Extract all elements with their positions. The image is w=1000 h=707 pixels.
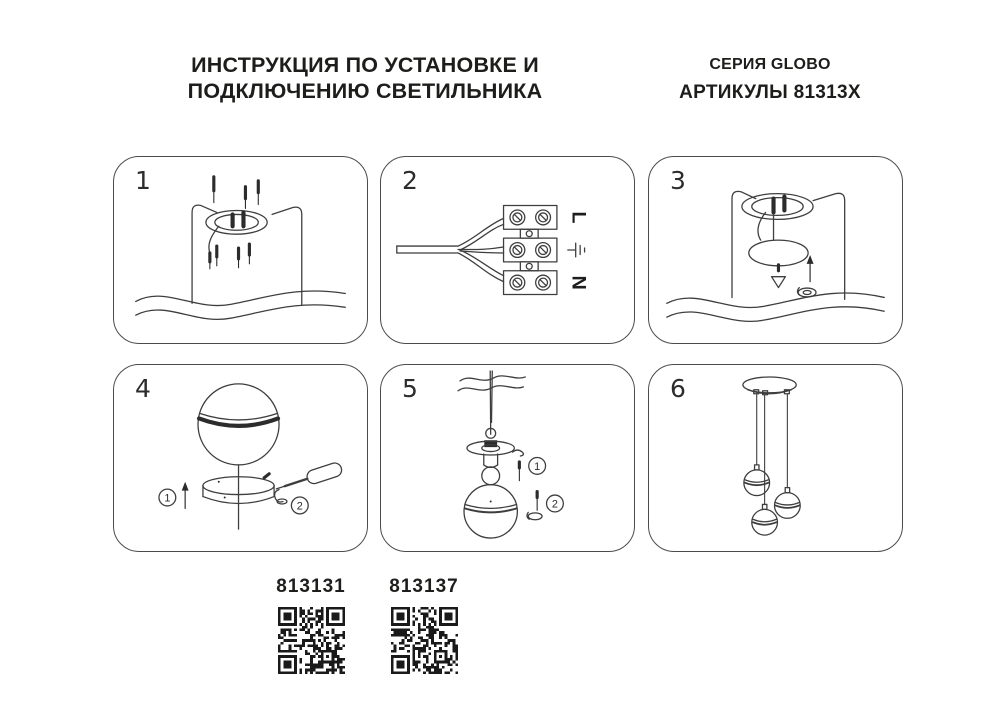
hanging-wire [758, 212, 774, 240]
qr-group-813137 [364, 576, 484, 679]
wire-labels [568, 211, 590, 289]
article-number-label: 813131 [276, 576, 346, 597]
panel-number: 6 [670, 374, 686, 403]
screwdriver-icon [274, 461, 343, 495]
arrow-down-icon [772, 277, 786, 288]
canopy-mount-drawing [649, 157, 902, 343]
step-panel-1 [113, 156, 368, 344]
brand-block [652, 56, 888, 104]
screw-icons [214, 177, 258, 268]
step-panel-6 [648, 364, 903, 552]
finished-fixture-drawing [649, 365, 902, 551]
step-panel-4 [113, 364, 368, 552]
articles-label: АРТИКУЛЫ 81313X [679, 82, 861, 103]
step-marker-1 [159, 489, 176, 506]
globe-assembly-drawing [114, 365, 367, 551]
svg-text:1: 1 [164, 492, 171, 505]
qr-group-813131 [251, 576, 371, 679]
suspension-wire [490, 371, 492, 434]
step-panel-3 [648, 156, 903, 344]
qr-code-813131 [278, 607, 345, 674]
svg-text:2: 2 [296, 500, 303, 513]
series-label: СЕРИЯ GLOBO [709, 56, 831, 73]
suspension-drawing [381, 365, 634, 551]
panel-number: 1 [135, 166, 151, 195]
line-label: L [567, 211, 590, 224]
globe-sphere [198, 384, 279, 465]
bulb [482, 467, 500, 485]
step-marker-2 [547, 495, 564, 512]
suspension-wires [755, 394, 790, 510]
support-rods [732, 191, 845, 299]
globe-bottom [752, 509, 778, 535]
page-title-line1: ИНСТРУКЦИЯ ПО УСТАНОВКЕ И [191, 53, 539, 77]
terminal-block [504, 206, 557, 295]
ceiling-surface-line [136, 291, 346, 319]
earth-ground-icon [568, 243, 585, 257]
panel-number: 5 [402, 374, 418, 403]
step-panel-2 [380, 156, 635, 344]
step-marker-1 [529, 458, 546, 475]
neutral-label: N [567, 275, 590, 290]
step-marker-2 [291, 497, 308, 514]
panel-number: 2 [402, 166, 418, 195]
page-title [115, 52, 615, 104]
globe-right [775, 493, 801, 519]
panel-number: 4 [135, 374, 151, 403]
mounting-ring [742, 194, 813, 220]
screw-icon-1 [512, 450, 523, 481]
ceiling-canopy [743, 377, 796, 395]
qr-code-813137 [391, 607, 458, 674]
step-panel-5 [380, 364, 635, 552]
mounting-bracket-drawing [114, 157, 367, 343]
svg-text:2: 2 [551, 498, 558, 511]
page-title-line2: ПОДКЛЮЧЕНИЮ СВЕТИЛЬНИКА [187, 79, 543, 103]
svg-text:1: 1 [534, 460, 541, 473]
panel-number: 3 [670, 166, 686, 195]
screw-icon-2 [527, 492, 542, 520]
ceiling-surface-line [667, 293, 884, 321]
supply-cable [397, 218, 504, 281]
screw-icons [774, 197, 785, 213]
terminal-block-drawing [381, 157, 634, 343]
globe-sphere [464, 485, 517, 538]
article-number-label: 813137 [389, 576, 459, 597]
canopy [749, 240, 808, 271]
globe-left [744, 470, 770, 496]
arrow-up-icon [182, 482, 189, 509]
